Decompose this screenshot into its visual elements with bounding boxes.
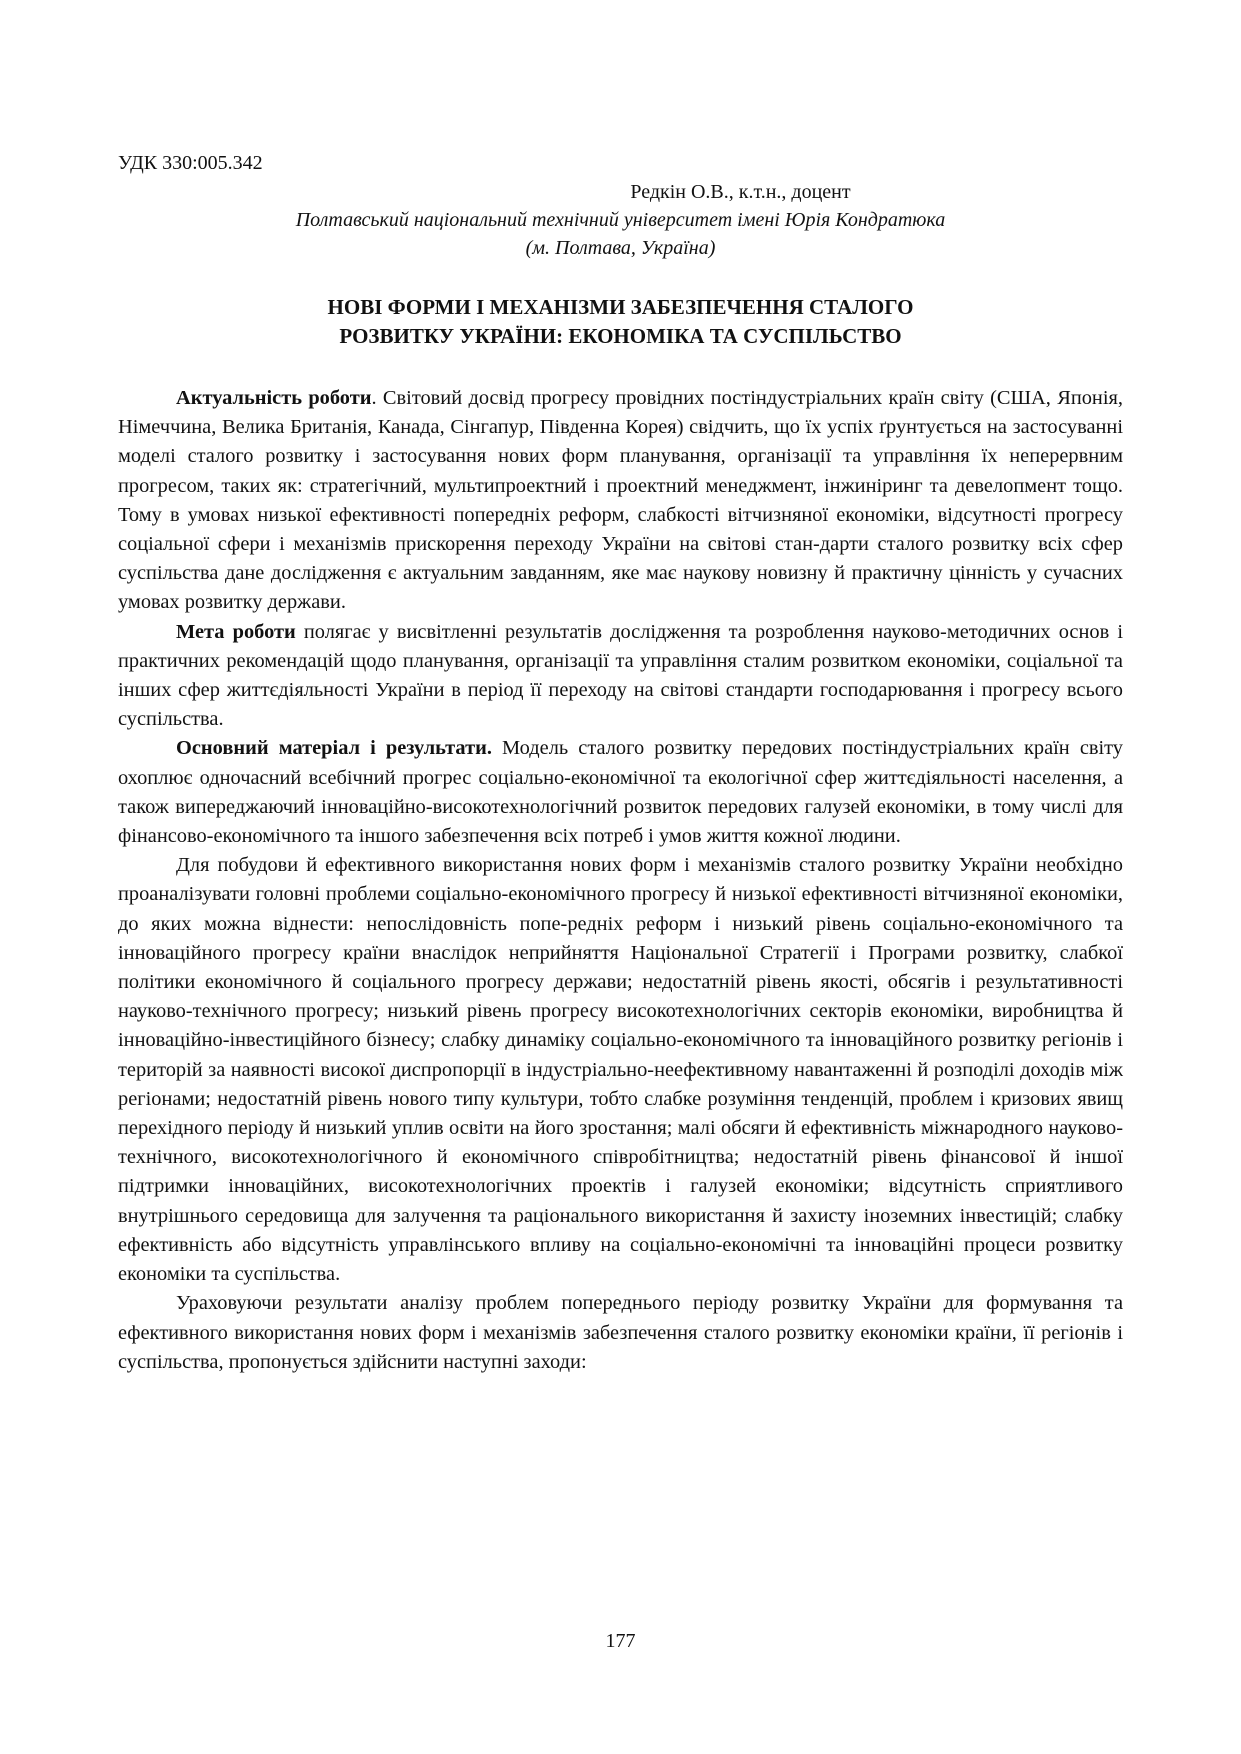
paragraph-problems: Для побудови й ефективного використання нових форм і механізмів сталого розвитку України необхідно проаналізувати головні проблеми соціально-економічного прогресу й низької ефективності вітчизняної економіки, до яких можна віднести: непослідовність попе-редніх реформ і низький рівень соціально-економічного та інноваційного прогресу країни внаслідок неприйняття Національної Стратегії і Програми розвитку, слабкої політики економічного й соціального прогресу держави; недостатній рівень якості, обсягів і результативності науково-технічного прогресу; низький рівень прогресу високотехнологічних секторів економіки, виробництва й інноваційно-інвестиційного бізнесу; слабку динаміку соціально-економічного та інноваційного розвитку регіонів і територій за наявності високої диспропорції в індустріально-неефективному навантаженні й розподілі доходів між регіонами; недостатній рівень нового типу культури, тобто слабке розуміння тенденцій, проблем і кризових явищ перехідного періоду й низький уплив освіти на його зростання; малі обсяги й ефективність міжнародного науково-технічного, високотехнологічного й економічного співробітництва; недостатній рівень фінансової й іншої підтримки інноваційних, високотехнологічних проектів і галузей економіки; відсутність сприятливого внутрішнього середовища для залучення та раціонального використання й захисту іноземних інвестицій; слабку ефективність або відсутність управлінського впливу на соціально-економічні та інноваційні процеси розвитку економіки та суспільства.: [118, 854, 1123, 1286]
relevance-heading: Актуальність роботи: [176, 387, 372, 409]
goal-text: полягає у висвітленні результатів дослідження та розроблення науково-методичних основ і практичних рекомендацій щодо планування, організації та управління сталим розвитком економіки, соціальної та інших сфер життєдіяльності України в період її переходу на світові стандарти господарювання і прогресу всього суспільства.: [118, 620, 1123, 731]
goal-heading: Мета роботи: [176, 620, 296, 643]
paper-body: [118, 384, 1123, 1377]
results-heading: Основний матеріал і результати.: [176, 737, 492, 760]
paper-title: [118, 293, 1123, 351]
relevance-text: . Світовий досвід прогресу провідних постіндустріальних країн світу (США, Японія, Німеччина, Велика Британія, Канада, Сінгапур, Південна Корея) свідчить, що їх успіх ґрунтується на застосуванні моделі сталого розвитку і застосування нових форм планування, організації та управління їх неперервним прогресом, таких як: стратегічний, мультипроектний і проектний менеджмент, інжиніринг та девелопмент тощо. Тому в умовах низької ефективності попередніх реформ, слабкості вітчизняної економіки, відсутності прогресу соціальної сфери і механізмів прискорення переходу України на світові стан-дарти сталого розвитку всіх сфер суспільства дане дослідження є актуальним завданням, яке має наукову новизну й практичну цінність у сучасних умовах розвитку держави.: [118, 387, 1123, 614]
udc-code: УДК 330:005.342: [118, 152, 263, 174]
author-city: (м. Полтава, Україна): [525, 237, 716, 259]
paragraph-measures: Ураховуючи результати аналізу проблем попереднього періоду розвитку України для формування та ефективного використання нових форм і механізмів забезпечення сталого розвитку економіки країни, її регіонів і суспільства, пропонується здійснити наступні заходи:: [118, 1292, 1123, 1373]
paragraph-results: [118, 734, 1123, 851]
paper-title-line-2: РОЗВИТКУ УКРАЇНИ: ЕКОНОМІКА ТА СУСПІЛЬСТВО: [339, 324, 902, 348]
paragraph-relevance: [118, 384, 1123, 618]
page-number: 177: [605, 1630, 636, 1652]
author-block: [118, 178, 1123, 262]
paragraph-goal: [118, 618, 1123, 735]
paper-title-line-1: НОВІ ФОРМИ І МЕХАНІЗМИ ЗАБЕЗПЕЧЕННЯ СТАЛОГО: [327, 295, 914, 319]
author-affiliation: Полтавський національний технічний університет імені Юрія Кондратюка: [295, 209, 946, 231]
results-text: Модель сталого розвитку передових постіндустріальних країн світу охоплює одночасний всебічний прогрес соціально-економічної та екологічної сфер життєдіяльності населення, а також випереджаючий інноваційно-високотехнологічний розвиток передових галузей економіки, в тому числі для фінансово-економічного та іншого забезпечення всіх потреб і умов життя кожної людини.: [118, 737, 1123, 848]
author-name: Редкін О.В., к.т.н., доцент: [630, 181, 851, 203]
